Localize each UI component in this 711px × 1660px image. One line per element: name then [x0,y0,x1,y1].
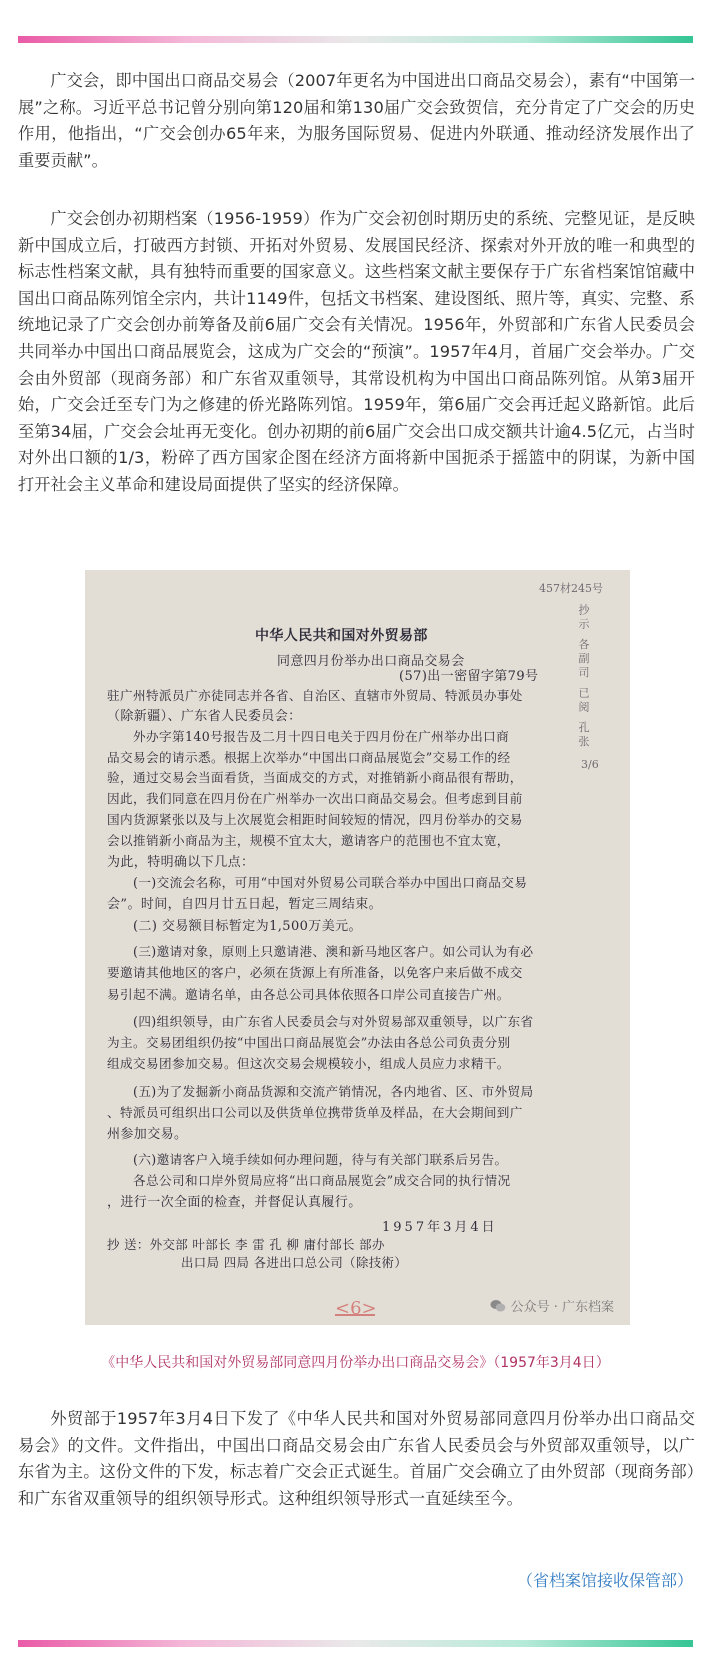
figure-caption: 《中华人民共和国对外贸易部同意四月份举办出口商品交易会》（1957年3月4日） [101,1355,610,1371]
document-line: 、特派员可组织出口公司以及供货单位携带货单及样品，在大会期间到广 [107,1105,523,1120]
document-line: (六)邀请客户入境手续如何办理问题，待与有关部门联系后另告。 [133,1152,508,1167]
handwritten-margin-mark: 3/6 [581,758,599,771]
history-paragraph: 广交会创办初期档案（1956-1959）作为广交会初创时期历史的系统、完整见证，是反映新中国成立后，打破西方封锁、开拓对外贸易、发展国民经济、探索对外开放的唯一和典型的标志性档案文献，具有独特而重要的国家意义。这些档案文献主要保存于广东省档案馆馆藏中国出口商品陈列馆全宗内，共计1149件，包括文书档案、建设图纸、照片等，真实、完整、系统地记录了广交会创办前筹备及前6届广交会有关情况。1956年，外贸部和广东省人民委员会共同举办中国出口商品展览会，这成为广交会的“预演”。1957年4月，首届广交会举办。广交会由外贸部（现商务部）和广东省双重领导，其常设机构为中国出口商品陈列馆。从第3届开始，广交会迁至专门为之修建的侨光路陈列馆。1959年，第6届广交会再迁起义路新馆。此后至第34届，广交会会址再无变化。创办初期的前6届广交会出口成交额共计逾4.5亿元，占当时对外出口额的1/3，粉碎了西方国家企图在经济方面将新中国扼杀于摇篮中的阴谋，为新中国打开社会主义革命和建设局面提供了坚实的经济保障。 [18,209,695,494]
document-date: 1957年3月4日 [382,1220,498,1235]
document-line: 易引起不满。邀请名单，由各总公司具体依照各口岸公司直接告广州。 [107,987,510,1002]
document-cc-line: 抄 送：外交部 叶部长 李 雷 孔 柳 庸付部长 部办 [107,1237,385,1252]
watermark-text: 公众号 · 广东档案 [510,1300,614,1315]
bottom-gradient-divider [18,1640,693,1647]
document-reference-number: (57)出一密留字第79号 [399,669,539,684]
wechat-icon [490,1299,506,1313]
document-line: 各总公司和口岸外贸局应将“出口商品展览会”成交合同的执行情况 [133,1173,511,1188]
document-line: （除新疆）、广东省人民委员会： [107,709,302,724]
archive-number: 457材245号 [539,582,603,595]
document-line: 为主。交易团组织仍按“中国出口商品展览会”办法由各总公司负责分别 [107,1035,511,1050]
document-cc-line: 出口局 四局 各进出口总公司（除技術） [181,1255,408,1270]
top-gradient-divider [18,36,693,43]
document-line: 为此，特明确以下几点： [107,855,255,870]
page-number-stamp: <6> [335,1298,377,1319]
document-subject: 同意四月份举办出口商品交易会 [277,654,465,669]
wechat-watermark [490,1296,614,1315]
document-line: ，进行一次全面的检查，并督促认真履行。 [107,1195,362,1210]
document-line: (五)为了发掘新小商品货源和交流产销情况，各内地省、区、市外贸局 [133,1084,534,1099]
document-line: 因此，我们同意在四月份在广州举办一次出口商品交易会。但考虑到目前 [107,791,523,806]
document-line: 国内货源紧张以及与上次展览会相距时间较短的情况，四月份举办的交易 [107,812,523,827]
handwritten-margin-note: 抄示 各副司 已阅 孔张 [577,604,590,750]
document-line: 会”。时间，自四月廿五日起，暂定三周结束。 [107,897,383,912]
document-line: 组成交易团参加交易。但这次交易会规模较小，组成人员应力求精干。 [107,1056,510,1071]
document-paragraph: 外贸部于1957年3月4日下发了《中华人民共和国对外贸易部同意四月份举办出口商品交易会》的文件。文件指出，中国出口商品交易会由广东省人民委员会与外贸部双重领导，以广东省为主。这份文件的下发，标志着广交会正式诞生。首届广交会确立了由外贸部（现商务部）和广东省双重领导的组织领导形式。这种组织领导形式一直延续至今。 [18,1409,695,1508]
document-line: (四)组织领导，由广东省人民委员会与对外贸易部双重领导，以广东省 [133,1014,534,1029]
document-line: 外办字第140号报告及二月十四日电关于四月份在广州举办出口商 [133,729,510,744]
archive-document-image [85,570,630,1325]
document-line: 验，通过交易会当面看货，当面成交的方式，对推销新小商品很有帮助， [107,770,523,785]
intro-paragraph: 广交会，即中国出口商品交易会（2007年更名为中国进出口商品交易会），素有“中国第一展”之称。习近平总书记曾分别向第120届和第130届广交会致贺信，充分肯定了广交会的历史作用，他指出，“广交会创办65年来，为服务国际贸易、促进内外联通、推动经济发展作出了重要贡献”。 [18,71,696,170]
document-line: 会以推销新小商品为主，规模不宜太大，邀请客户的范围也不宜太宽， [107,833,510,848]
document-line: 品交易会的请示悉。根据上次举办“中国出口商品展览会”交易工作的经 [107,750,511,765]
document-line: 要邀请其他地区的客户，必须在货源上有所准备，以免客户来后做不成交 [107,965,523,980]
document-header: 中华人民共和国对外贸易部 [255,628,428,644]
document-line: 州参加交易。 [107,1127,188,1142]
document-line: (二) 交易额目标暂定为1,500万美元。 [133,919,362,934]
document-line: (一)交流会名称，可用“中国对外贸易公司联合举办中国出口商品交易 [133,875,528,890]
document-line: (三)邀请对象，原则上只邀请港、澳和新马地区客户。如公司认为有必 [133,944,534,959]
department-credit: （省档案馆接收保管部） [516,1571,693,1590]
document-line: 驻广州特派员广亦徒同志并各省、自治区、直辖市外贸局、特派员办事处 [107,688,523,703]
